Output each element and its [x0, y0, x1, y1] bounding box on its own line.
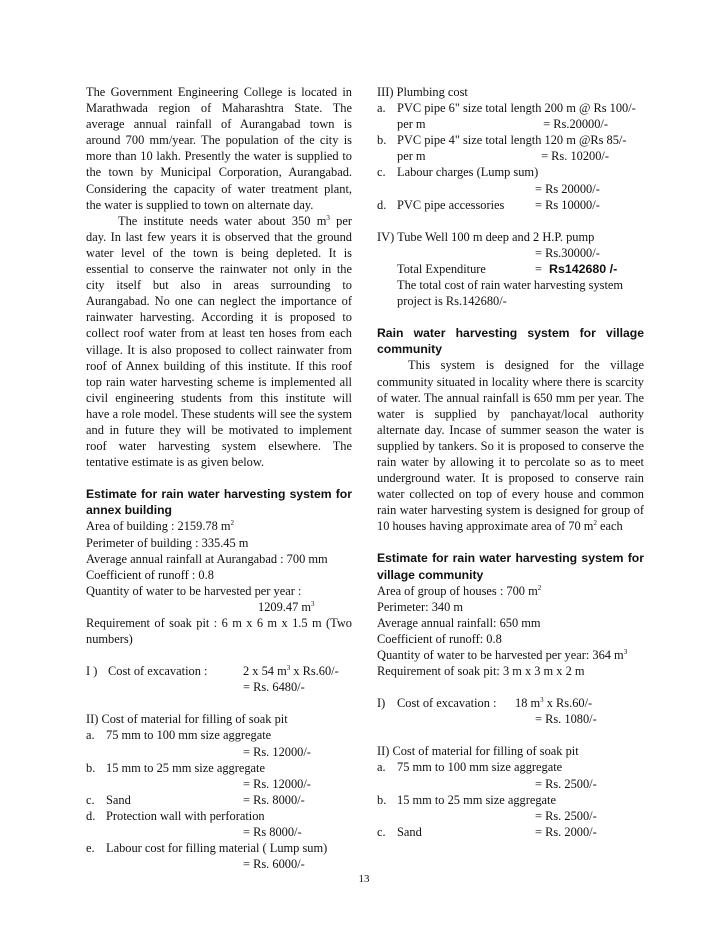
labour-amount: = Rs. 6000/- [243, 857, 305, 872]
excavation-calc: 2 x 54 $m^3$ x Rs.60/- [243, 664, 339, 679]
material-row-a: a. 75 mm to 100 mm size aggregate [86, 728, 272, 743]
area-line: Area of building : 2159.78 $m^2$ [86, 519, 235, 534]
village-material-row-a: a. 75 mm to 100 mm size aggregate [377, 760, 563, 775]
total-row: Total Expenditure = Rs142680 /- [397, 261, 618, 276]
total-text: The total cost of rain water harvesting system project is Rs.142680/- [397, 278, 624, 309]
need-text-a: The institute needs water about 350 m [118, 213, 327, 228]
pipe4-amount: = Rs. 10200/- [541, 149, 609, 164]
annex-estimate-heading: Estimate for rain water harvesting system for annex building [86, 487, 352, 518]
soak-pit-line: Requirement of soak pit : 6 m x 6 m x 1.5 m (Two numbers) [86, 616, 352, 647]
village-heading: Rain water harvesting system for village community [377, 326, 644, 357]
village-perimeter-line: Perimeter: 340 m [377, 599, 464, 614]
pipe6-amount: = Rs.20000/- [543, 117, 608, 132]
quantity-value: 1209.47 $m^3$ [258, 599, 315, 614]
excavation-row: I ) Cost of excavation : 2 x 54 $m^3$ x Rs.60/- [86, 664, 339, 679]
material-row-b: b. 15 mm to 25 mm size aggregate [86, 760, 265, 775]
village-rainfall-line: Average annual rainfall: 650 mm [377, 615, 541, 630]
material-amount-a: = Rs. 12000/- [243, 744, 311, 759]
village-material-amount-b: = Rs. 2500/- [535, 808, 597, 823]
accessories-row: d. PVC pipe accessories = Rs 10000/- [377, 197, 600, 212]
village-material-title: II) Cost of material for filling of soak pit [377, 744, 579, 759]
pipe6-row: a. PVC pipe 6" size total length 200 m @ Rs 100/- per m [377, 101, 636, 132]
need-text-b: per day. In last few years it is observed that the ground water level of the town is being depleted. It is essential to conserve the rainwater not only in the city itself but also in areas surrounding to Aurangabad. No one can neglect the importance of rainwater harvesting. According it is proposed to collect roof water from at least ten hoses from each village. It is also proposed to collect rainwater from roof of Annex building of this institute. If this roof top rain water harvesting scheme is implemented all civil engineering students from this institute will have a role model. These students will see the system and in future they will be motivated to implement roof water harvesting system elsewhere. The tentative estimate is as given below. [86, 213, 352, 470]
runoff-line: Coefficient of runoff : 0.8 [86, 567, 214, 582]
village-estimate-heading: Estimate for rain water harvesting system for village community [377, 551, 644, 582]
village-excavation-row: I) Cost of excavation : 18 $m^3$ x Rs.60/- [377, 696, 593, 711]
rainfall-line: Average annual rainfall at Aurangabad : 700 mm [86, 551, 328, 566]
need-sup: 3 [326, 213, 330, 222]
village-excavation-calc: 18 $m^3$ x Rs.60/- [515, 696, 593, 711]
plumbing-title: III) Plumbing cost [377, 85, 468, 99]
tubewell-amount: = Rs.30000/- [535, 245, 600, 260]
village-material-row-b: b. 15 mm to 25 mm size aggregate [377, 792, 556, 807]
intro-paragraph: The Government Engineering College is located in Marathwada region of Maharashtra State. The average annual rainfall of Aurangabad town is around 700 mm/year. The population of the city is more than 10 lakh. Presently the water is supplied to the town by Municipal Corporation, Aurangabad. Considering the capacity of water treatment plant, the water is supplied to town on alternate day. [86, 85, 352, 212]
material-amount-b: = Rs. 12000/- [243, 776, 311, 791]
labour-charges-amount: = Rs 20000/- [535, 181, 600, 196]
wall-row: d. Protection wall with perforation [86, 808, 265, 823]
village-sand-row: c. Sand = Rs. 2000/- [377, 824, 597, 839]
right-column [377, 84, 644, 840]
village-material-amount-a: = Rs. 2500/- [535, 776, 597, 791]
left-column [86, 84, 352, 872]
village-soak-pit-line: Requirement of soak pit: 3 m x 3 m x 2 m [377, 664, 585, 679]
sand-row: c. Sand = Rs. 8000/- [86, 792, 305, 807]
material-title: II) Cost of material for filling of soak pit [86, 712, 288, 727]
labour-row: e. Labour cost for filling material ( Lump sum) [86, 841, 328, 856]
quantity-label: Quantity of water to be harvested per year : [86, 583, 302, 598]
excavation-amount: = Rs. 6480/- [243, 680, 305, 695]
village-excavation-amount: = Rs. 1080/- [535, 712, 597, 727]
village-runoff-line: Coefficient of runoff: 0.8 [377, 631, 502, 646]
village-area-line: Area of group of houses : 700 $m^2$ [377, 583, 542, 598]
pipe4-row: b. PVC pipe 4" size total length 120 m @Rs 85/- per m [377, 133, 627, 164]
need-paragraph [86, 213, 352, 471]
tubewell-line: IV) Tube Well 100 m deep and 2 H.P. pump [377, 229, 595, 244]
village-quantity-line: Quantity of water to be harvested per year: 364 $m^3$ [377, 647, 628, 662]
total-value: Rs142680 /- [549, 261, 618, 276]
page-number: 13 [358, 873, 370, 885]
perimeter-line: Perimeter of building : 335.45 m [86, 535, 249, 550]
village-paragraph: This system is designed for the village community situated in locality where there is scarcity of water. The annual rainfall is 650 mm per year. The water is supplied by panchayat/local authority alternate day. Incase of summer season the water is supplied by tankers. So it is proposed to conserve the rain water by allowing it to percolate so as to meet underground water. It is proposed to conserve rain water collected on top of every house and common rain water harvesting system is designed for group of 10 houses having approximate area of 70 $m^2$ each [377, 358, 644, 534]
wall-amount: = Rs 8000/- [243, 825, 302, 840]
labour-charges-row: c. Labour charges (Lump sum) [377, 165, 539, 180]
